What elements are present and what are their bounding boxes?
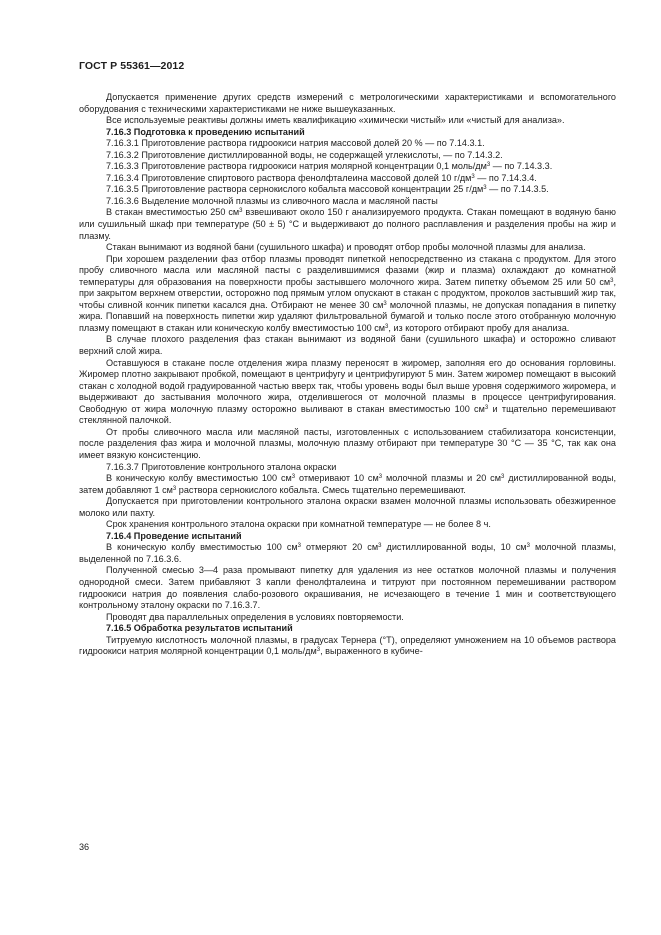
- paragraph: В случае плохого разделения фаз стакан вынимают из водяной бани (сушильного шкафа) и осторожно сливают верхний слой жира.: [79, 334, 616, 357]
- document-header: ГОСТ Р 55361—2012: [79, 60, 185, 72]
- paragraph: Допускается при приготовлении контрольного эталона окраски взамен молочной плазмы использовать обезжиренное молоко или пахту.: [79, 496, 616, 518]
- paragraph: Все используемые реактивы должны иметь квалификацию «химически чистый» или «чистый для анализа».: [106, 115, 565, 126]
- paragraph: От пробы сливочного масла или масляной пасты, изготовленных с использованием стабилизатора консистенции, после разделения фаз жира и молочной плазмы, молочную плазму отбирают при температуре 30 °С — 35 °С, так как она имеет вязкую консистенцию.: [79, 426, 616, 460]
- paragraph: В коническую колбу вместимостью 100 $см^3$ отмеривают 10 $см^3$ молочной плазмы и 20 $см^3$ дистиллированной воды, затем добавляют 1 $см^3$ раствора сернокислого кобальта. Смесь тщательно перемешивают.: [79, 473, 616, 495]
- paragraph: 7.16.3.1 Приготовление раствора гидроокиси натрия массовой долей 20 % — по 7.14.3.1.: [106, 138, 485, 149]
- page-number: 36: [79, 842, 90, 852]
- section-heading: 7.16.4 Проведение испытаний: [106, 530, 242, 541]
- paragraph: 7.16.3.4 Приготовление спиртового раствора фенолфталеина массовой долей 10 $г/дм^3$ — по 7.14.3.4.: [106, 172, 537, 183]
- paragraph: 7.16.3.2 Приготовление дистиллированной воды, не содержащей углекислоты, — по 7.14.3.2.: [106, 149, 503, 160]
- paragraph: 7.16.3.3 Приготовление раствора гидроокиси натрия молярной концентрации 0,1 моль/$дм^3$ — по 7.14.3.3.: [106, 161, 553, 172]
- paragraph: При хорошем разделении фаз отбор плазмы проводят пипеткой непосредственно из стакана с продуктом. Для этого пробу сливочного масла или масляной пасты с разделившимися фазами (жир и плазма) охлаждают до комнатной температуры для образования на поверхности пробы застывшего молочного жира. Затем пипетку объемом 25 или 50 $см^3$, при закрытом верхнем отверстии, осторожно под прямым углом опускают в стакан с продуктом, проколов застывший жир так, чтобы сливной кончик пипетки касался дна. Отбирают не менее 30 $см^3$ молочной плазмы, не допуская попадания в пипетку жира. Попавший на поверхность пипетки жир удаляют фильтровальной бумагой и только после этого отобранную молочную плазму помещают в стакан или коническую колбу вместимостью 100 $см^3$, из которого отбирают пробу для анализа.: [79, 253, 616, 333]
- paragraph: Титруемую кислотность молочной плазмы, в градусах Тернера (°Т), определяют умножением на 10 объемов раствора гидроокиси натрия молярной концентрации 0,1 моль/$дм^3$, выраженного в кубиче-: [79, 634, 616, 657]
- paragraph: 7.16.3.5 Приготовление раствора сернокислого кобальта массовой концентрации 25 $г/дм^3$ — по 7.14.3.5.: [106, 184, 549, 195]
- paragraph: 7.16.3.7 Приготовление контрольного эталона окраски: [106, 461, 337, 472]
- paragraph: Проводят два параллельных определения в условиях повторяемости.: [106, 611, 404, 622]
- section-heading: 7.16.5 Обработка результатов испытаний: [106, 623, 293, 634]
- paragraph: В коническую колбу вместимостью 100 $см^3$ отмеряют 20 $см^3$ дистиллированной воды, 10 $см^3$ молочной плазмы, выделенной по 7.16.3.6.: [79, 542, 616, 564]
- paragraph: Оставшуюся в стакане после отделения жира плазму переносят в жиромер, заполняя его до основания горловины. Жиромер плотно закрывают пробкой, помещают в центрифугу и центрифугируют 5 мин. Затем жиромер помещают в высокий стакан с холодной водой градуированной частью вверх так, чтобы уровень воды был выше уровня содержимого жиромера, и выдерживают до застывания молочного жира, отделившегося от молочной плазмы в процессе центрифугирования. Свободную от жира молочную плазму осторожно выливают в стакан вместимостью 100 $см^3$ и тщательно перемешивают стеклянной палочкой.: [79, 357, 617, 426]
- paragraph: Срок хранения контрольного эталона окраски при комнатной температуре — не более 8 ч.: [106, 519, 491, 530]
- paragraph: Стакан вынимают из водяной бани (сушильного шкафа) и проводят отбор пробы молочной плазмы для анализа.: [106, 242, 586, 253]
- paragraph: 7.16.3.6 Выделение молочной плазмы из сливочного масла и масляной пасты: [106, 195, 438, 206]
- document-body: [79, 92, 616, 658]
- paragraph: Полученной смесью 3—4 раза промывают пипетку для удаления из нее остатков молочной плазмы и получения однородной смеси. Затем прибавляют 3 капли фенолфталеина и титруют при постоянном перемешивании раствором гидроокиси натрия до появления слабо-розового окрашивания, не исчезающего в течение 1 мин и соответствующего контрольному эталону окраски по 7.16.3.7.: [79, 565, 616, 611]
- paragraph: Допускается применение других средств измерений с метрологическими характеристиками и вспомогательного оборудования с техническими характеристиками не ниже вышеуказанных.: [79, 92, 616, 114]
- section-heading: 7.16.3 Подготовка к проведению испытаний: [106, 126, 305, 137]
- paragraph: В стакан вместимостью 250 $см^3$ взвешивают около 150 г анализируемого продукта. Стакан помещают в водяную баню или сушильный шкаф при температуре (50 ± 5) °С и выдерживают до полного расплавления и разделения пробы на жир и плазму.: [79, 207, 616, 241]
